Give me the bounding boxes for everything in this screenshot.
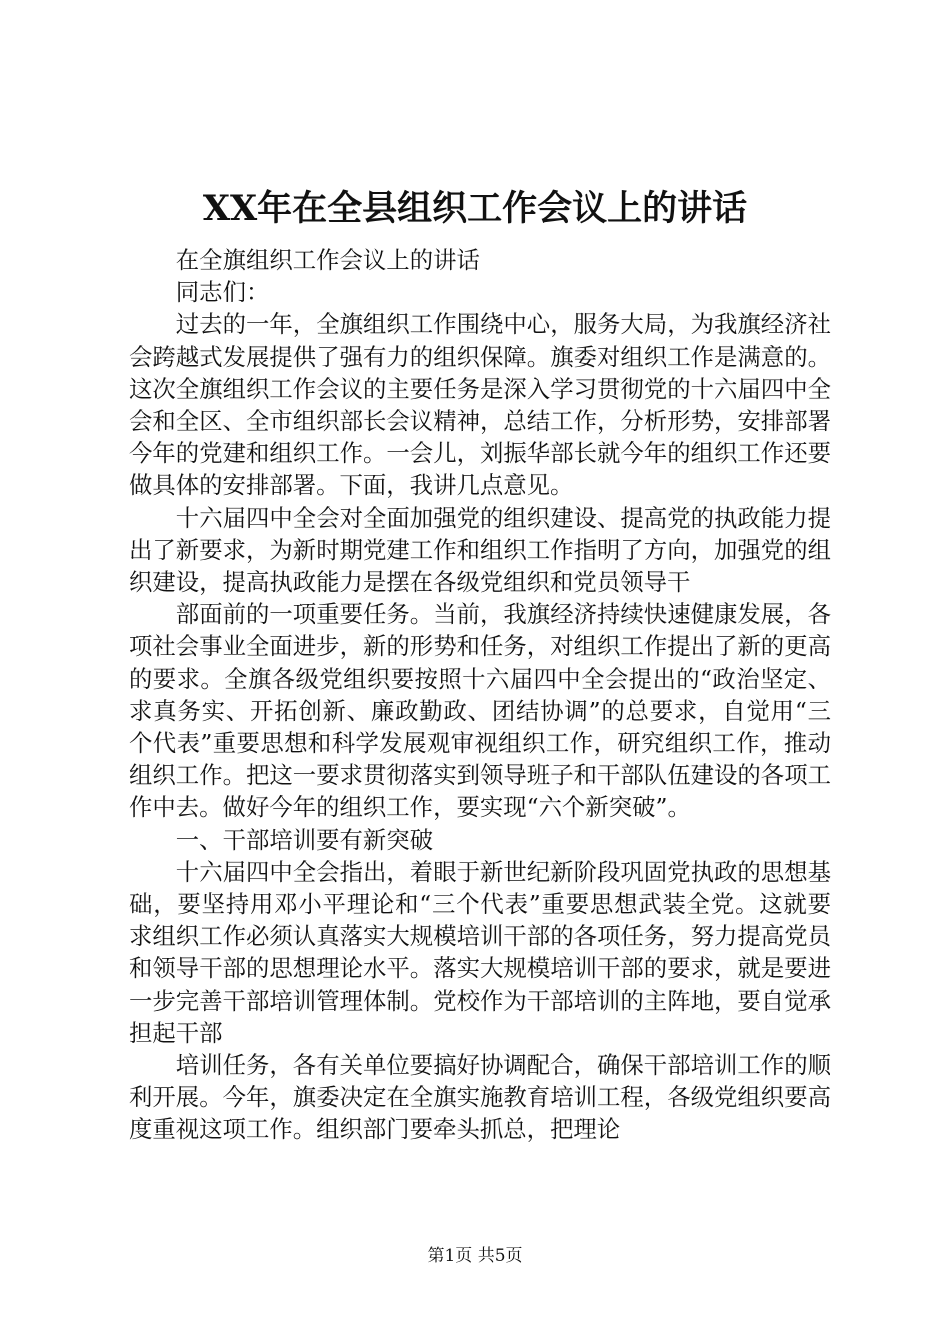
page-number-footer: 第1页 共5页 [427,1246,523,1266]
body-paragraph: 培训任务，各有关单位要搞好协调配合，确保干部培训工作的顺利开展。今年，旗委决定在全旗实施教育培训工程，各级党组织要高度重视这项工作。组织部门要牵头抓总，把理论 [129,1051,831,1144]
body-paragraph: 过去的一年，全旗组织工作围绕中心，服务大局，为我旗经济社会跨越式发展提供了强有力的组织保障。旗委对组织工作是满意的。这次全旗组织工作会议的主要任务是深入学习贯彻党的十六届四中全会和全区、全市组织部长会议精神，总结工作，分析形势，安排部署今年的党建和组织工作。一会儿，刘振华部长就今年的组织工作还要做具体的安排部署。下面，我讲几点意见。 [129,310,831,500]
subtitle-paragraph: 在全旗组织工作会议上的讲话 [175,246,480,274]
body-paragraph: 部面前的一项重要任务。当前，我旗经济持续快速健康发展，各项社会事业全面进步，新的形势和任务，对组织工作提出了新的更高的要求。全旗各级党组织要按照十六届四中全会提出的“政治坚定、求真务实、开拓创新、廉政勤政、团结协调”的总要求，自觉用“三个代表”重要思想和科学发展观审视组织工作，研究组织工作，推动组织工作。把这一要求贯彻落实到领导班子和干部队伍建设的各项工作中去。做好今年的组织工作，要实现“六个新突破”。 [129,600,831,822]
salutation-paragraph: 同志们： [175,278,270,307]
body-paragraph: 十六届四中全会指出，着眼于新世纪新阶段巩固党执政的思想基础，要坚持用邓小平理论和“三个代表”重要思想武装全党。这就要求组织工作必须认真落实大规模培训干部的各项任务，努力提高党员和领导干部的思想理论水平。落实大规模培训干部的要求，就是要进一步完善干部培训管理体制。党校作为干部培训的主阵地，要自觉承担起干部 [129,857,831,1047]
section-heading: 一、干部培训要有新突破 [175,825,434,854]
body-paragraph: 十六届四中全会对全面加强党的组织建设、提高党的执政能力提出了新要求，为新时期党建工作和组织工作指明了方向，加强党的组织建设，提高执政能力是摆在各级党组织和党员领导干 [129,503,831,597]
document-body [129,244,831,1146]
document-title: XX年在全县组织工作会议上的讲话 [202,188,748,229]
